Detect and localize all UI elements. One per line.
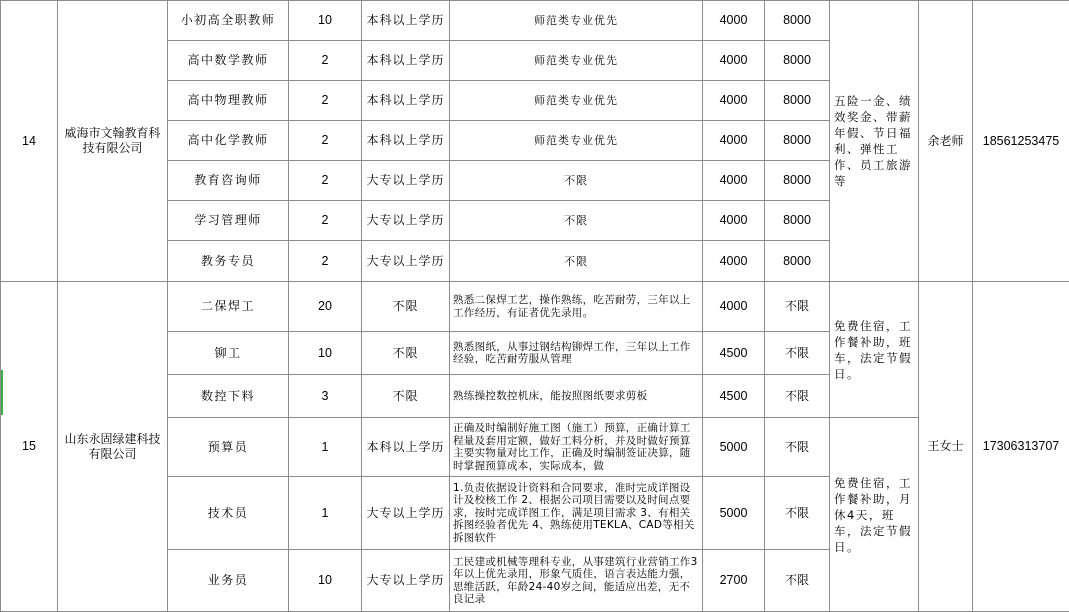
salary-high: 不限	[765, 550, 830, 612]
salary-high: 不限	[765, 418, 830, 477]
job-requirement-text: 正确及时编制好施工图（施工）预算，正确计算工程量及套用定额，做好工料分析，并及时做好预算主要实物量对比工作，正确及时编制签证决算，随时掌握预算成本，实际成本，做	[453, 422, 699, 472]
table-row	[1, 282, 1069, 332]
job-requirement	[450, 550, 703, 612]
job-count: 2	[289, 41, 362, 81]
job-education: 本科以上学历	[362, 1, 450, 41]
contact-phone: 18561253475	[973, 1, 1069, 282]
salary-high: 8000	[765, 201, 830, 241]
salary-low: 4000	[703, 41, 765, 81]
job-requirement	[450, 375, 703, 418]
job-count: 2	[289, 121, 362, 161]
salary-high: 8000	[765, 81, 830, 121]
job-count: 2	[289, 81, 362, 121]
job-position: 高中物理教师	[168, 81, 289, 121]
job-requirement-text: 熟练操控数控机床，能按照图纸要求剪板	[453, 390, 699, 403]
salary-high: 8000	[765, 121, 830, 161]
job-requirement	[450, 282, 703, 332]
job-requirement	[450, 418, 703, 477]
job-position: 二保焊工	[168, 282, 289, 332]
salary-high: 不限	[765, 375, 830, 418]
job-position: 技术员	[168, 477, 289, 550]
salary-low: 4000	[703, 161, 765, 201]
job-count: 20	[289, 282, 362, 332]
salary-high: 8000	[765, 241, 830, 282]
job-count: 2	[289, 161, 362, 201]
job-position: 业务员	[168, 550, 289, 612]
job-education: 本科以上学历	[362, 41, 450, 81]
salary-low: 4000	[703, 282, 765, 332]
job-count: 10	[289, 332, 362, 375]
job-requirement	[450, 477, 703, 550]
job-requirement	[450, 332, 703, 375]
salary-low: 4000	[703, 201, 765, 241]
job-education: 大专以上学历	[362, 550, 450, 612]
contact-person: 王女士	[919, 282, 973, 612]
job-position: 教务专员	[168, 241, 289, 282]
salary-high: 8000	[765, 41, 830, 81]
salary-high: 不限	[765, 332, 830, 375]
salary-low: 4000	[703, 121, 765, 161]
job-education: 不限	[362, 332, 450, 375]
table-row	[1, 1, 1069, 41]
salary-high: 8000	[765, 161, 830, 201]
salary-low: 5000	[703, 418, 765, 477]
company-name: 山东永固绿建科技有限公司	[58, 282, 168, 612]
job-position: 预算员	[168, 418, 289, 477]
job-requirement: 不限	[450, 161, 703, 201]
salary-low: 5000	[703, 477, 765, 550]
job-requirement-text: 熟悉图纸，从事过钢结构铆焊工作，三年以上工作经验，吃苦耐劳服从管理	[453, 341, 699, 366]
job-requirement: 师范类专业优先	[450, 1, 703, 41]
job-education: 大专以上学历	[362, 161, 450, 201]
job-position: 教育咨询师	[168, 161, 289, 201]
salary-high: 不限	[765, 477, 830, 550]
contact-person: 余老师	[919, 1, 973, 282]
job-count: 10	[289, 1, 362, 41]
job-requirement-text: 熟悉二保焊工艺，操作熟练，吃苦耐劳，三年以上工作经历，有证者优先录用。	[453, 294, 699, 319]
salary-low: 4000	[703, 241, 765, 282]
company-index: 14	[1, 1, 58, 282]
job-requirement-text: 工民建或机械等理科专业，从事建筑行业营销工作3年以上优先录用，形象气质佳，语言表达能力强，思维活跃，年龄24-40岁之间，能适应出差，无不良记录	[453, 556, 699, 606]
job-requirement: 不限	[450, 201, 703, 241]
job-count: 2	[289, 201, 362, 241]
job-count: 1	[289, 418, 362, 477]
job-education: 大专以上学历	[362, 477, 450, 550]
salary-low: 4000	[703, 81, 765, 121]
salary-high: 不限	[765, 282, 830, 332]
company-index: 15	[1, 282, 58, 612]
job-position: 高中化学教师	[168, 121, 289, 161]
job-education: 本科以上学历	[362, 418, 450, 477]
job-education: 本科以上学历	[362, 121, 450, 161]
company-benefits-a: 免费住宿，工作餐补助，班车，法定节假日。	[830, 282, 919, 418]
salary-low: 4500	[703, 375, 765, 418]
salary-low: 4000	[703, 1, 765, 41]
job-position: 小初高全职教师	[168, 1, 289, 41]
job-position: 数控下料	[168, 375, 289, 418]
company-benefits-b: 免费住宿，工作餐补助，月休4天，班车，法定节假日。	[830, 418, 919, 612]
job-position: 高中数学教师	[168, 41, 289, 81]
job-education: 大专以上学历	[362, 201, 450, 241]
job-count: 2	[289, 241, 362, 282]
job-position: 学习管理师	[168, 201, 289, 241]
company-name: 威海市文翰教育科技有限公司	[58, 1, 168, 282]
salary-low: 4500	[703, 332, 765, 375]
job-position: 铆工	[168, 332, 289, 375]
job-count: 10	[289, 550, 362, 612]
job-education: 大专以上学历	[362, 241, 450, 282]
company-benefits: 五险一金、绩效奖金、带薪年假、节日福利、弹性工作、员工旅游等	[830, 1, 919, 282]
job-education: 不限	[362, 282, 450, 332]
job-requirement: 师范类专业优先	[450, 81, 703, 121]
contact-phone: 17306313707	[973, 282, 1069, 612]
job-requirement-text: 1.负责依据设计资料和合同要求，准时完成详图设计及校核工作 2、根据公司项目需要以及时间点要求，按时完成详图工作，满足项目需求 3、有相关拆图经验者优先 4、熟练使用TEKLA、CAD等相关拆图软件	[453, 482, 699, 545]
job-count: 1	[289, 477, 362, 550]
job-requirement: 师范类专业优先	[450, 41, 703, 81]
job-education: 不限	[362, 375, 450, 418]
salary-low: 2700	[703, 550, 765, 612]
salary-high: 8000	[765, 1, 830, 41]
job-requirement: 师范类专业优先	[450, 121, 703, 161]
job-count: 3	[289, 375, 362, 418]
job-requirement: 不限	[450, 241, 703, 282]
job-education: 本科以上学历	[362, 81, 450, 121]
